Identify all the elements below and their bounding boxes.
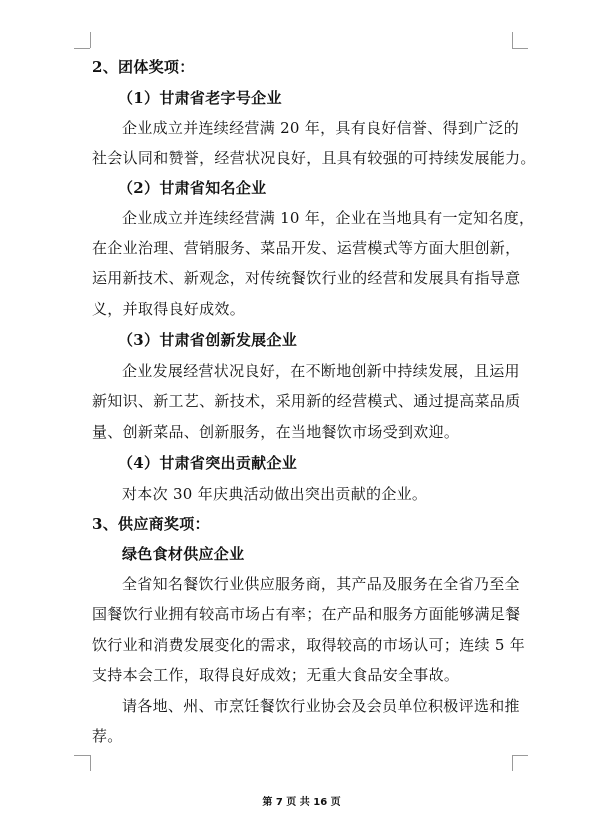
paragraph-line: 义，并取得良好成效。 (92, 300, 246, 318)
page-number-footer: 第 7 页 共 16 页 (262, 797, 341, 808)
heading-group-awards: 2、团体奖项： (92, 58, 195, 76)
subheading-green-food-supplier: 绿色食材供应企业 (122, 545, 245, 563)
paragraph-line: 在企业治理、营销服务、菜品开发、运营模式等方面大胆创新， (92, 239, 521, 257)
paragraph-line: 社会认同和赞誉，经营状况良好，且具有较强的可持续发展能力。 (92, 149, 536, 167)
paragraph-line: 荐。 (92, 727, 123, 745)
paragraph-line: 企业发展经营状况良好，在不断地创新中持续发展，且运用 (122, 362, 520, 380)
paragraph-line: 新知识、新工艺、新技术，采用新的经营模式、通过提高菜品质 (92, 392, 521, 410)
paragraph-line: 运用新技术、新观念，对传统餐饮行业的经营和发展具有指导意 (92, 269, 521, 287)
heading-supplier-awards: 3、供应商奖项： (92, 515, 210, 533)
paragraph-line: 支持本会工作，取得良好成效；无重大食品安全事故。 (92, 666, 460, 684)
subheading-outstanding-contribution: （4）甘肃省突出贡献企业 (118, 454, 298, 472)
subheading-innovative-enterprise: （3）甘肃省创新发展企业 (118, 331, 298, 349)
subheading-well-known-enterprise: （2）甘肃省知名企业 (118, 179, 267, 197)
paragraph-line: 请各地、州、市烹饪餐饮行业协会及会员单位积极评选和推 (122, 697, 520, 715)
paragraph-line: 饮行业和消费发展变化的需求，取得较高的市场认可；连续 5 年 (92, 636, 526, 654)
paragraph-line: 全省知名餐饮行业供应服务商，其产品及服务在全省乃至全 (122, 575, 520, 593)
paragraph-line: 企业成立并连续经营满 20 年，具有良好信誉、得到广泛的 (122, 119, 520, 137)
paragraph-line: 对本次 30 年庆典活动做出突出贡献的企业。 (122, 485, 428, 503)
subheading-time-honored-brand: （1）甘肃省老字号企业 (118, 89, 282, 107)
paragraph-line: 量、创新菜品、创新服务，在当地餐饮市场受到欢迎。 (92, 423, 460, 441)
paragraph-line: 国餐饮行业拥有较高市场占有率；在产品和服务方面能够满足餐 (92, 605, 521, 623)
paragraph-line: 企业成立并连续经营满 10 年，企业在当地具有一定知名度， (122, 209, 535, 227)
